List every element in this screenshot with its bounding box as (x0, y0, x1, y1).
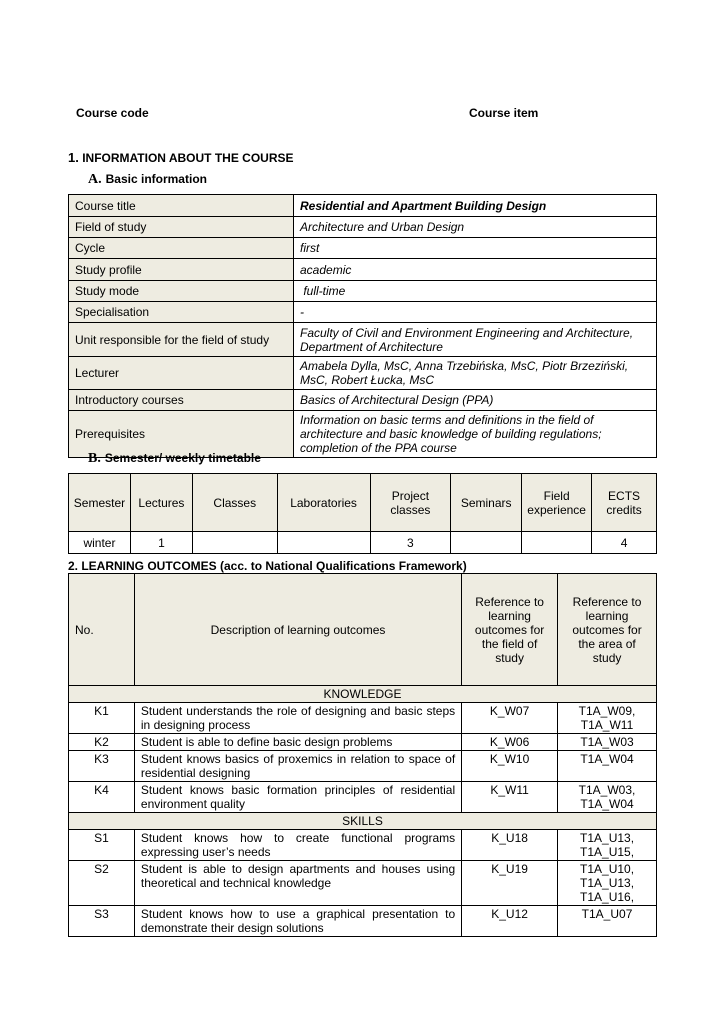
area-ref-line: T1A_U13, (580, 831, 635, 845)
section-2-heading: 2. LEARNING OUTCOMES (acc. to National Qualifications Framework) (68, 559, 467, 573)
row-label: Study profile (69, 259, 294, 281)
table-row (69, 238, 657, 259)
course-title-value: Residential and Apartment Building Design (294, 195, 657, 217)
timetable-header-row (69, 474, 657, 532)
lecturer-value: Amabela Dylla, MsC, Anna Trzebińska, MsC, Piotr Brzeziński, MsC, Robert Łucka, MsC (294, 357, 657, 390)
timetable-header: Project classes (370, 474, 451, 532)
outcomes-header-row (69, 574, 657, 686)
table-row (69, 357, 657, 390)
section-1-heading (68, 150, 294, 165)
table-row (69, 217, 657, 238)
outcomes-header-ref-area: Reference to learning outcomes for the area of study (558, 574, 657, 686)
timetable-values-row (69, 532, 657, 554)
outcome-description: Student understands the role of designing and basic steps in designing process (134, 703, 461, 734)
table-row (69, 861, 657, 906)
table-row (69, 734, 657, 751)
area-ref-line: T1A_U15, (580, 845, 635, 859)
outcome-description: Student knows how to create functional programs expressing user’s needs (134, 830, 461, 861)
basic-information-table (68, 194, 657, 458)
knowledge-label: KNOWLEDGE (69, 686, 657, 703)
outcome-field-ref: K_U19 (462, 861, 558, 906)
timetable-header: Seminars (451, 474, 522, 532)
area-ref-line: T1A_W04 (580, 797, 634, 811)
outcome-area-ref (558, 703, 657, 734)
row-label: Introductory courses (69, 390, 294, 411)
outcome-field-ref: K_W06 (462, 734, 558, 751)
study-mode-value: full-time (294, 281, 657, 302)
specialisation-value: - (294, 302, 657, 323)
timetable-cell: 4 (592, 532, 657, 554)
area-ref-line: T1A_U16, (580, 890, 635, 904)
outcome-no: K2 (69, 734, 135, 751)
outcome-area-ref (558, 861, 657, 906)
outcome-area-ref: T1A_W04 (558, 751, 657, 782)
study-profile-value: academic (294, 259, 657, 281)
outcome-area-ref: T1A_U07 (558, 906, 657, 937)
outcome-field-ref: K_W07 (462, 703, 558, 734)
row-label: Prerequisites (69, 411, 294, 458)
area-ref-line: T1A_W11 (580, 718, 634, 732)
row-label: Specialisation (69, 302, 294, 323)
learning-outcomes-table (68, 573, 657, 937)
table-row (69, 281, 657, 302)
timetable-header: Classes (192, 474, 277, 532)
table-row (69, 830, 657, 861)
table-row (69, 906, 657, 937)
outcome-field-ref: K_W10 (462, 751, 558, 782)
field-of-study-value: Architecture and Urban Design (294, 217, 657, 238)
outcome-description: Student is able to define basic design problems (134, 734, 461, 751)
area-ref-line: T1A_U13, (580, 876, 635, 890)
prerequisites-value: Information on basic terms and definitions in the field of architecture and basic knowledge of building regulations; completion of the PPA course (294, 411, 657, 458)
timetable-cell: winter (69, 532, 131, 554)
outcome-field-ref: K_U12 (462, 906, 558, 937)
outcome-no: K4 (69, 782, 135, 813)
knowledge-category-row (69, 686, 657, 703)
row-label: Cycle (69, 238, 294, 259)
outcome-description: Student knows how to use a graphical presentation to demonstrate their design solutions (134, 906, 461, 937)
course-code-label: Course code (76, 106, 149, 120)
outcomes-header-no: No. (69, 574, 135, 686)
outcomes-header-ref-field: Reference to learning outcomes for the field of study (462, 574, 558, 686)
area-ref-line: T1A_W09, (578, 704, 636, 718)
semester-timetable (68, 473, 657, 554)
outcome-no: S1 (69, 830, 135, 861)
timetable-cell (277, 532, 370, 554)
subsection-a-title: Basic information (105, 172, 207, 186)
skills-label: SKILLS (69, 813, 657, 830)
timetable-cell (192, 532, 277, 554)
course-item-label: Course item (469, 106, 539, 120)
outcome-no: S2 (69, 861, 135, 906)
subsection-b-heading (88, 451, 261, 467)
table-row (69, 323, 657, 357)
table-row (69, 782, 657, 813)
cycle-value: first (294, 238, 657, 259)
area-ref-line: T1A_W03, (578, 783, 636, 797)
outcome-area-ref: T1A_W03 (558, 734, 657, 751)
timetable-header: Laboratories (277, 474, 370, 532)
outcomes-header-description: Description of learning outcomes (134, 574, 461, 686)
skills-category-row (69, 813, 657, 830)
row-label: Study mode (69, 281, 294, 302)
outcome-area-ref (558, 830, 657, 861)
timetable-cell: 1 (130, 532, 192, 554)
unit-responsible-value: Faculty of Civil and Environment Engineering and Architecture, Department of Architecture (294, 323, 657, 357)
table-row (69, 195, 657, 217)
row-label: Lecturer (69, 357, 294, 390)
table-row (69, 302, 657, 323)
outcome-field-ref: K_W11 (462, 782, 558, 813)
timetable-cell (522, 532, 592, 554)
subsection-a-letter: A. (88, 172, 102, 187)
section-1-number: 1. (68, 150, 79, 165)
outcome-description: Student is able to design apartments and houses using theoretical and technical knowledge (134, 861, 461, 906)
timetable-header: Lectures (130, 474, 192, 532)
table-row (69, 703, 657, 734)
row-label: Unit responsible for the field of study (69, 323, 294, 357)
outcome-no: K1 (69, 703, 135, 734)
row-label: Course title (69, 195, 294, 217)
outcome-area-ref (558, 782, 657, 813)
timetable-cell (451, 532, 522, 554)
outcome-no: S3 (69, 906, 135, 937)
area-ref-line: T1A_U10, (580, 862, 635, 876)
timetable-header: Field experience (522, 474, 592, 532)
timetable-cell: 3 (370, 532, 451, 554)
section-1-title: INFORMATION ABOUT THE COURSE (82, 151, 294, 165)
table-row (69, 751, 657, 782)
introductory-courses-value: Basics of Architectural Design (PPA) (294, 390, 657, 411)
subsection-b-letter: B. (88, 451, 101, 466)
outcome-description: Student knows basic formation principles of residential environment quality (134, 782, 461, 813)
outcome-description: Student knows basics of proxemics in relation to space of residential designing (134, 751, 461, 782)
table-row (69, 259, 657, 281)
table-row (69, 390, 657, 411)
timetable-header: Semester (69, 474, 131, 532)
timetable-header: ECTS credits (592, 474, 657, 532)
outcome-no: K3 (69, 751, 135, 782)
row-label: Field of study (69, 217, 294, 238)
subsection-b-title: Semester/ weekly timetable (104, 451, 261, 465)
subsection-a-heading (88, 172, 207, 188)
outcome-field-ref: K_U18 (462, 830, 558, 861)
